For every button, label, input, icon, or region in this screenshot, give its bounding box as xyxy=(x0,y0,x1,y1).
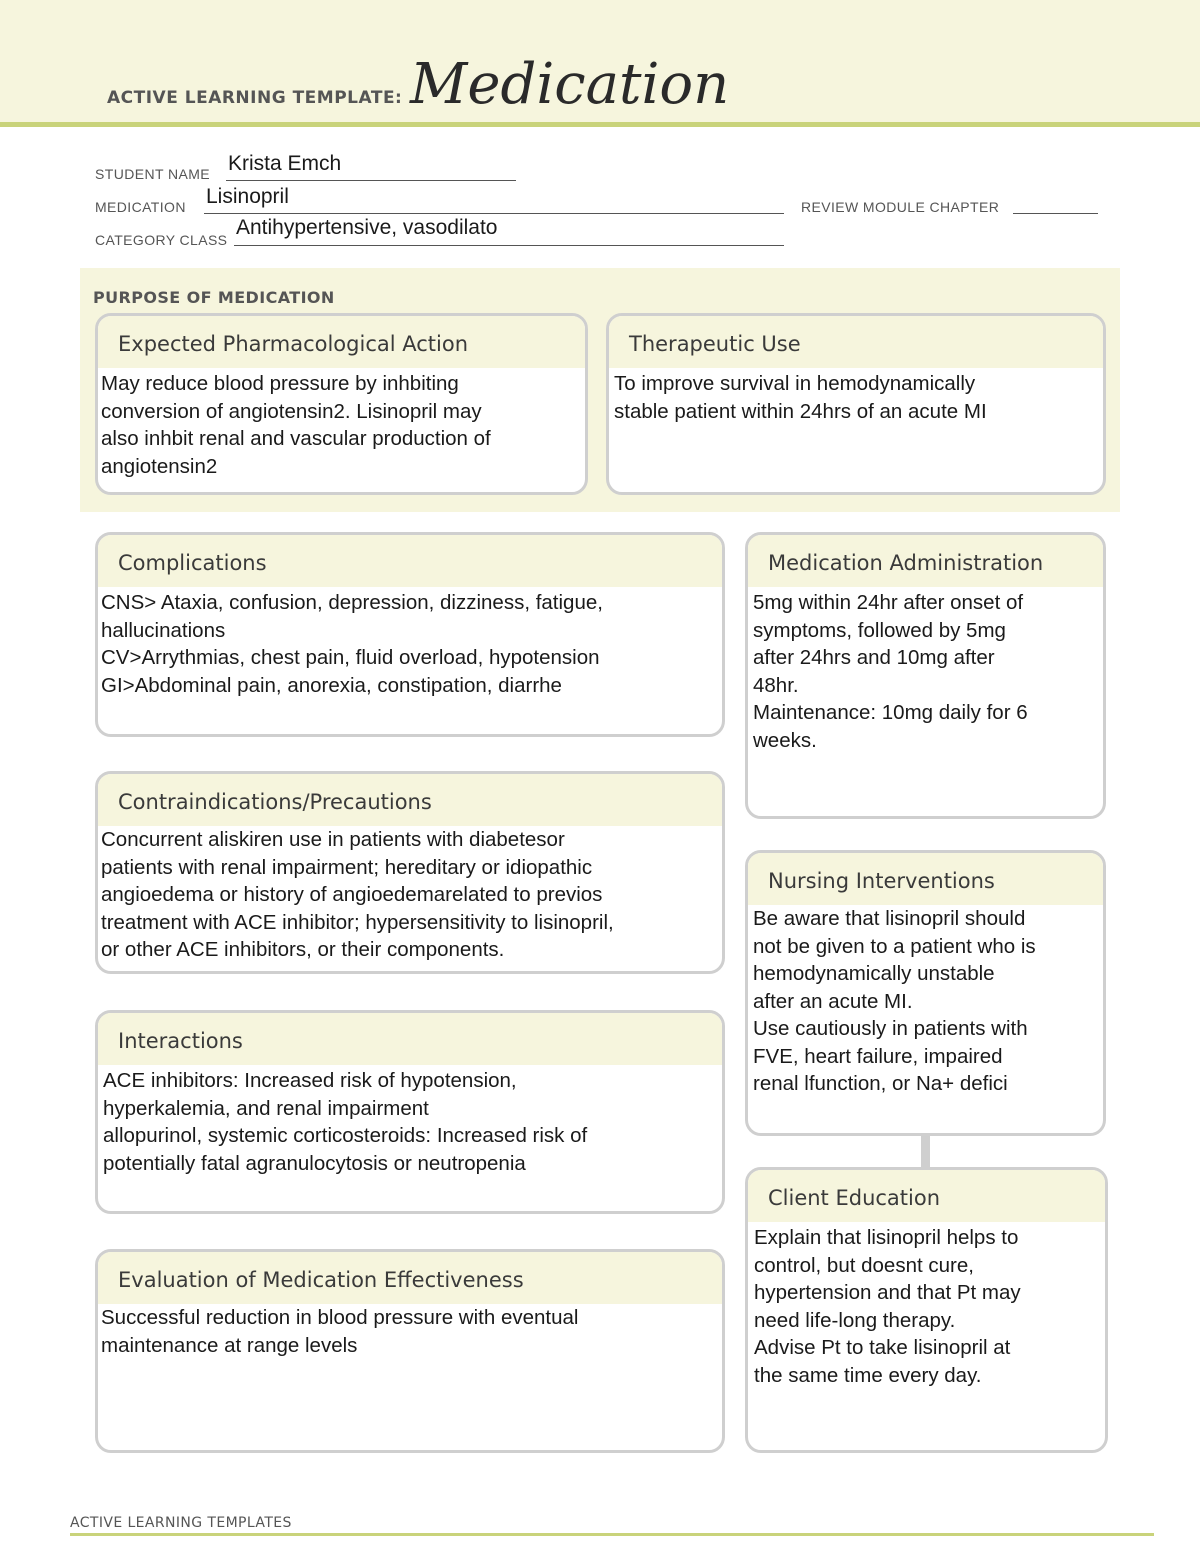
evaluation-heading: Evaluation of Medication Effectiveness xyxy=(98,1252,722,1304)
therapeutic-use-text[interactable]: To improve survival in hemodynamically stable patient within 24hrs of an acute MI xyxy=(614,372,987,423)
nursing-interventions-heading: Nursing Interventions xyxy=(748,853,1103,905)
interactions-heading: Interactions xyxy=(98,1013,722,1065)
medication-line xyxy=(204,213,784,214)
client-education-text[interactable]: Explain that lisinopril helps to control, but doesnt cure, hypertension and that Pt may need life-long therapy. Advise Pt to take lisinopril at the same time every day. xyxy=(754,1226,1021,1387)
footer-rule xyxy=(70,1533,1154,1536)
footer-label: ACTIVE LEARNING TEMPLATES xyxy=(70,1515,292,1531)
contraindications-text[interactable]: Concurrent aliskiren use in patients with diabetesor patients with renal impairment; hereditary or idiopathic angioedema or history of angioedemarelated to previos treatment with ACE inhibitor; hypersensitivity to lisinopril, or other ACE inhibitors, or their components. xyxy=(101,828,614,961)
client-education-heading: Client Education xyxy=(748,1170,1105,1222)
nursing-interventions-text[interactable]: Be aware that lisinopril should not be given to a patient who is hemodynamically unstable after an acute MI. Use cautiously in patients with FVE, heart failure, impaired renal lfunction, or Na+ defici xyxy=(753,907,1036,1095)
purpose-title: PURPOSE OF MEDICATION xyxy=(93,288,335,307)
contraindications-heading: Contraindications/Precautions xyxy=(98,774,722,826)
contraindications-box xyxy=(95,771,725,974)
medication-value[interactable]: Lisinopril xyxy=(206,185,289,208)
header-rule xyxy=(0,122,1200,127)
interactions-text[interactable]: ACE inhibitors: Increased risk of hypotension, hyperkalemia, and renal impairment allopurinol, systemic corticosteroids: Increased risk of potentially fatal agranulocytosis or neutropenia xyxy=(103,1069,588,1175)
template-label: ACTIVE LEARNING TEMPLATE: xyxy=(107,88,403,108)
expected-action-text[interactable]: May reduce blood pressure by inhbiting conversion of angiotensin2. Lisinopril may also inhbit renal and vascular production of angiotensin2 xyxy=(101,372,491,478)
review-module-chapter-line xyxy=(1013,213,1098,214)
interactions-box xyxy=(95,1010,725,1214)
connector-bar xyxy=(921,1135,930,1167)
template-title: Medication xyxy=(410,52,730,117)
client-education-box xyxy=(745,1167,1108,1453)
review-module-chapter-label: REVIEW MODULE CHAPTER xyxy=(801,199,1000,215)
expected-action-heading: Expected Pharmacological Action xyxy=(98,316,585,368)
student-name-line xyxy=(226,180,516,181)
medication-label: MEDICATION xyxy=(95,199,186,215)
complications-heading: Complications xyxy=(98,535,722,587)
expected-action-box xyxy=(95,313,588,495)
therapeutic-use-heading: Therapeutic Use xyxy=(609,316,1103,368)
student-name-label: STUDENT NAME xyxy=(95,166,210,182)
therapeutic-use-box xyxy=(606,313,1106,495)
complications-text[interactable]: CNS> Ataxia, confusion, depression, dizziness, fatigue, hallucinations CV>Arrythmias, chest pain, fluid overload, hypotension GI>Abdominal pain, anorexia, constipation, diarrhe xyxy=(101,591,603,697)
category-class-label: CATEGORY CLASS xyxy=(95,232,228,248)
evaluation-box xyxy=(95,1249,725,1453)
evaluation-text[interactable]: Successful reduction in blood pressure with eventual maintenance at range levels xyxy=(101,1306,579,1357)
category-class-line xyxy=(234,245,784,246)
medication-administration-heading: Medication Administration xyxy=(748,535,1103,587)
medication-administration-box xyxy=(745,532,1106,819)
medication-administration-text[interactable]: 5mg within 24hr after onset of symptoms, followed by 5mg after 24hrs and 10mg after 48hr. Maintenance: 10mg daily for 6 weeks. xyxy=(753,591,1028,752)
student-name-value[interactable]: Krista Emch xyxy=(228,152,342,175)
complications-box xyxy=(95,532,725,737)
nursing-interventions-box xyxy=(745,850,1106,1136)
category-class-value[interactable]: Antihypertensive, vasodilato xyxy=(236,216,498,239)
